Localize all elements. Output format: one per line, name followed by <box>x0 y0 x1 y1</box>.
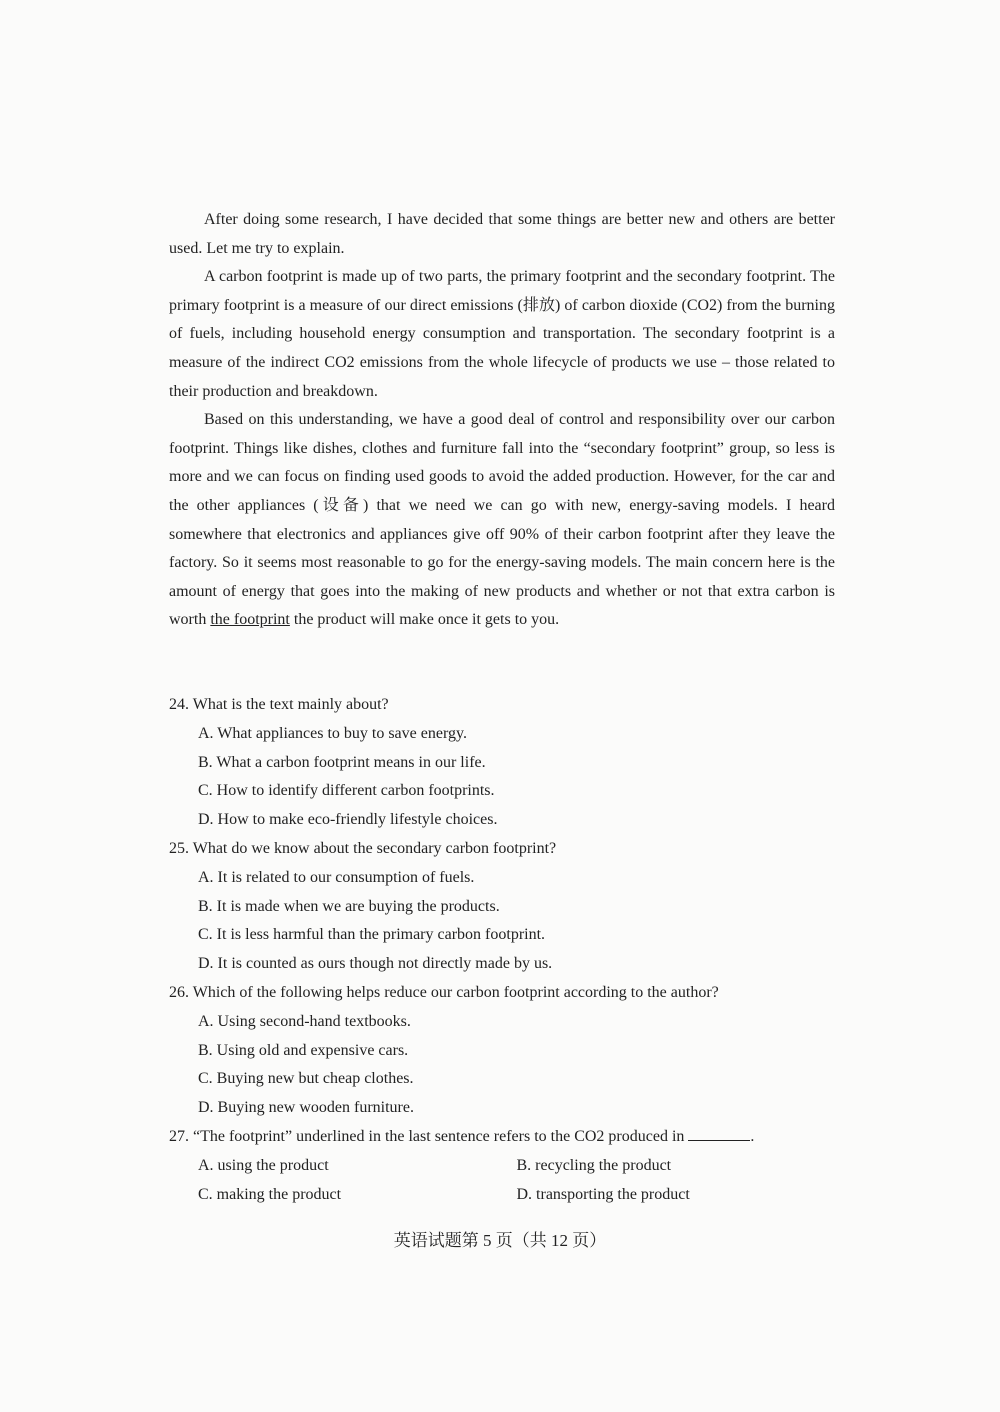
passage-paragraph-2: A carbon footprint is made up of two parts, the primary footprint and the secondary footprint. The primary footprint is a measure of our direct emissions (排放) of carbon dioxide (CO2) from the burning of fuels, including household energy consumption and transportation. The secondary footprint is a measure of the indirect CO2 emissions from the whole lifecycle of products we use – those related to their production and breakdown. <box>169 268 835 400</box>
question-stem: 25. What do we know about the secondary carbon footprint? <box>169 840 557 857</box>
page-footer: 英语试题第 5 页（共 12 页） <box>393 1231 607 1250</box>
question-27 <box>169 1123 835 1209</box>
option-d: D. Buying new wooden furniture. <box>198 1099 414 1117</box>
option-b: B. What a carbon footprint means in our life. <box>198 753 486 771</box>
option-a: A. It is related to our consumption of fuels. <box>198 868 475 886</box>
option-a: A. Using second-hand textbooks. <box>198 1012 411 1030</box>
question-stem <box>169 1123 835 1152</box>
option-c: C. making the product <box>198 1185 342 1203</box>
question-24 <box>169 691 835 835</box>
paragraph-3-end: the product will make once it gets to you. <box>293 611 560 629</box>
option-a: A. What appliances to buy to save energy. <box>198 724 467 742</box>
options-row-2 <box>198 1181 835 1210</box>
question-stem: 24. What is the text mainly about? <box>169 696 389 713</box>
options-row-1 <box>198 1152 835 1181</box>
option-d: D. How to make eco-friendly lifestyle choices. <box>198 811 498 829</box>
option-c: C. It is less harmful than the primary carbon footprint. <box>198 926 546 944</box>
passage-paragraph-3 <box>169 406 835 635</box>
passage-paragraph-1: After doing some research, I have decided that some things are better new and others are better used. Let me try to explain. <box>169 211 835 257</box>
reading-passage <box>169 206 835 635</box>
option-a: A. using the product <box>198 1156 329 1174</box>
option-c: C. Buying new but cheap clothes. <box>198 1070 414 1088</box>
option-d: D. It is counted as ours though not directly made by us. <box>198 955 553 973</box>
option-b: B. Using old and expensive cars. <box>198 1041 409 1059</box>
question-25 <box>169 835 835 979</box>
option-b: B. It is made when we are buying the products. <box>198 897 500 915</box>
option-d: D. transporting the product <box>516 1185 690 1203</box>
paragraph-3-text: Based on this understanding, we have a good deal of control and responsibility over our carbon footprint. Things like dishes, clothes and furniture fall into the “secondary footprint” group, so less is more and we can focus on finding used goods to avoid the added production. However, for the car and the other appliances (设备) that we need we can go with new, energy-saving models. I heard somewhere that electronics and appliances give off 90% of their carbon footprint after they leave the factory. So it seems most reasonable to go for the energy-saving models. The main concern here is the amount of energy that goes into the making of new products and whether or not that extra carbon is worth <box>169 411 835 629</box>
question-stem-text: 27. “The footprint” underlined in the last sentence refers to the CO2 produced in <box>169 1128 685 1145</box>
option-c: C. How to identify different carbon footprints. <box>198 782 495 800</box>
question-26 <box>169 979 835 1123</box>
answer-blank <box>688 1126 750 1141</box>
underlined-phrase: the footprint <box>210 611 290 629</box>
option-b: B. recycling the product <box>516 1156 672 1174</box>
question-stem: 26. Which of the following helps reduce our carbon footprint according to the author? <box>169 984 719 1001</box>
stem-period: . <box>750 1128 755 1145</box>
